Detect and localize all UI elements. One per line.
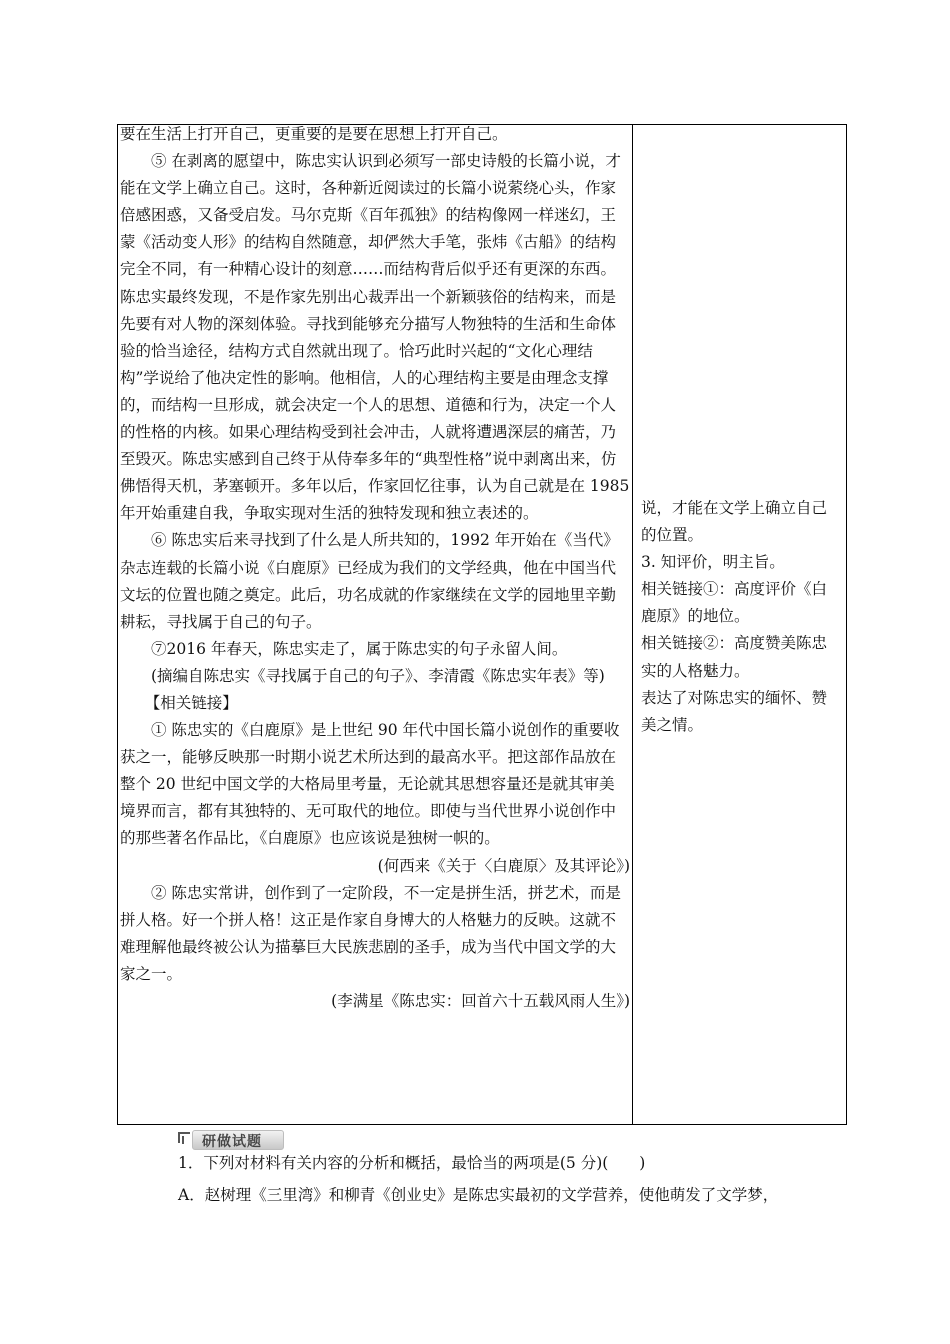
related-links-heading: 【相关链接】: [144, 693, 238, 712]
reading-material: [120, 121, 630, 1015]
question-stem: 1．下列对材料有关内容的分析和概括，最恰当的两项是(5 分)( ): [178, 1154, 646, 1172]
question-1: [178, 1147, 838, 1211]
table-column-divider: [632, 124, 633, 1125]
related-link-1-source: (何西来《关于〈白鹿原〉及其评论》): [377, 856, 630, 875]
material-source: (摘编自陈忠实《寻找属于自己的句子》、李清霞《陈忠实年表》等): [151, 666, 605, 685]
paragraph-7: ⑦2016 年春天，陈忠实走了，属于陈忠实的句子永留人间。: [151, 639, 568, 658]
paragraph-5: ⑤ 在剥离的愿望中，陈忠实认识到必须写一部史诗般的长篇小说，才能在文学上确立自己。这时，各种新近阅读过的长篇小说萦绕心头，作家倍感困惑，又备受启发。马尔克斯《百年孤独》的结构像网一样迷幻，王蒙《活动变人形》的结构自然随意，却俨然大手笔，张炜《古船》的结构完全不同，有一种精心设计的刻意……而结构背后似乎还有更深的东西。陈忠实最终发现，不是作家先别出心裁弄出一个新颖骇俗的结构来，而是先要有对人物的深刻体验。寻找到能够充分描写人物独特的生活和生命体验的恰当途径，结构方式自然就出现了。恰巧此时兴起的“文化心理结构”学说给了他决定性的影响。他相信，人的心理结构主要是由理念支撑的，而结构一旦形成，就会决定一个人的思想、道德和行为，决定一个人的性格的内核。如果心理结构受到社会冲击，人就将遭遇深层的痛苦，乃至毁灭。陈忠实感到自己终于从侍奉多年的“典型性格”说中剥离出来，仿佛悟得天机，茅塞顿开。多年以后，作家回忆往事，认为自己就是在 1985 年开始重建自我，争取实现对生活的独特发现和独立表述的。: [120, 152, 630, 523]
related-link-2-source: (李满星《陈忠实：回首六十五载风雨人生》): [331, 992, 630, 1010]
corner-mark-icon: [182, 1136, 188, 1144]
note-line: 说，才能在文学上确立自己的位置。: [641, 499, 828, 545]
note-line: 相关链接①：高度评价《白鹿原》的地位。: [641, 580, 828, 626]
analysis-notes: [641, 495, 841, 739]
paragraph-continued: 要在生活上打开自己，更重要的是要在思想上打开自己。: [120, 125, 508, 143]
paragraph-6: ⑥ 陈忠实后来寻找到了什么是人所共知的，1992 年开始在《当代》杂志连载的长篇小说《白鹿原》已经成为我们的文学经典，他在中国当代文坛的位置也随之奠定。此后，功名成就的作家继续在文学的园地里辛勤耕耘，寻找属于自己的句子。: [120, 531, 619, 631]
related-link-1: ① 陈忠实的《白鹿原》是上世纪 90 年代中国长篇小说创作的重要收获之一，能够反映那一时期小说艺术所达到的最高水平。把这部作品放在整个 20 世纪中国文学的大格局里考量，无论就其思想容量还是就其审美境界而言，都有其独特的、无可取代的地位。即使与当代世界小说创作中的那些著名作品比，《白鹿原》也应该说是独树一帜的。: [120, 721, 620, 848]
note-line: 3. 知评价，明主旨。: [641, 553, 785, 572]
section-tag-label: 研做试题: [202, 1134, 262, 1150]
related-link-2: ② 陈忠实常讲，创作到了一定阶段，不一定是拼生活，拼艺术，而是拼人格。好一个拼人格！这正是作家自身博大的人格魅力的反映。这就不难理解他最终被公认为描摹巨大民族悲剧的圣手，成为当代中国文学的大家之一。: [120, 883, 621, 983]
note-line: 相关链接②：高度赞美陈忠实的人格魅力。: [641, 634, 828, 680]
option-a: A．赵树理《三里湾》和柳青《创业史》是陈忠实最初的文学营养，使他萌发了文学梦，: [178, 1186, 779, 1204]
note-line: 表达了对陈忠实的缅怀、赞美之情。: [641, 688, 828, 734]
